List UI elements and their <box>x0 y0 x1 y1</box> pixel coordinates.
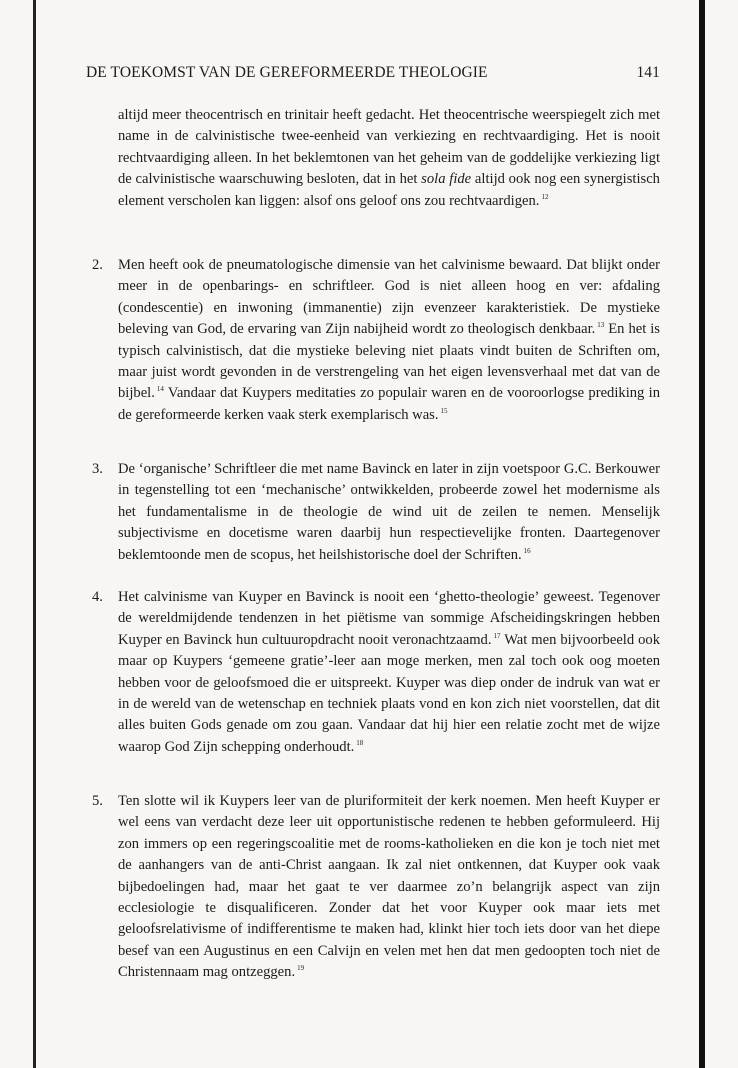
footnote-ref: 13 <box>597 321 605 330</box>
footnote-ref: 17 <box>493 631 501 640</box>
running-title: DE TOEKOMST VAN DE GEREFORMEERDE THEOLOGIE <box>86 64 488 81</box>
footnote-ref: 12 <box>541 192 549 201</box>
continuation-paragraph: altijd meer theocentrisch en trinitair heeft gedacht. Het theocentrische weerspiegelt zich met name in de calvinistische twee-eenheid van verkiezing en rechtvaardiging. Het is nooit rechtvaardiging alleen. In het beklemtonen van het geheim van de goddelijke verkiezing ligt de calvinistische waarschuwing besloten, dat in het sola fide altijd ook nog een synergistisch element verscholen kan liggen: alsof ons geloof ons zou rechtvaardigen. $^{12}$ <box>118 107 660 209</box>
footnote-ref: 16 <box>523 546 531 555</box>
list-item <box>92 791 660 984</box>
item-number: 3. <box>92 461 103 477</box>
item-paragraph: Men heeft ook de pneumatologische dimensie van het calvinisme bewaard. Dat blijkt onder meer in de openbarings- en schriftleer. God is niet alleen hoog en ver: afdaling (condescentie) en inwoning (immanentie) zijn evenzeer karakteristiek. De mystieke beleving van God, de ervaring van Zijn nabijheid wordt zo theologisch denkbaar. $^{13}$ En het is typisch calvinistisch, dat die mystieke beleving niet plaats vindt buiten de Schriften om, maar juist wordt gevonden in de verstrengeling van het eigen levensverhaal met dat van de bijbel. $^{14}$ Vandaar dat Kuypers meditaties zo populair waren en de vooroorlogse prediking in de gereformeerde kerken vaak sterk exemplarisch was. $^{15}$ <box>118 257 660 423</box>
list-item <box>92 459 660 566</box>
page-edge-right <box>699 0 705 1068</box>
footnote-ref: 19 <box>297 964 305 973</box>
footnote-ref: 18 <box>356 738 364 747</box>
list-item <box>92 587 660 758</box>
page-edge-left <box>33 0 36 1068</box>
item-number: 5. <box>92 793 103 809</box>
footnote-ref: 14 <box>156 385 164 394</box>
list-item <box>92 255 660 426</box>
page-number: 141 <box>636 64 660 81</box>
footnote-ref: 15 <box>440 406 448 415</box>
running-header <box>86 64 660 82</box>
item-paragraph: Het calvinisme van Kuyper en Bavinck is nooit een ‘ghetto-theologie’ geweest. Tegenover de wereldmijdende tendenzen in het piëtisme van sommige Afscheidingskringen hebben Kuyper en Bavinck hun cultuuropdracht nooit veronachtzaamd. $^{17}$ Wat men bijvoorbeeld ook maar op Kuypers ‘gemeene gratie’-leer aan moge merken, men zal toch ook oog moeten hebben voor de geloofsmoed die er uitspreekt. Kuyper was diep onder de indruk van wat er in de wereld van de wetenschap en techniek plaats vond en kon zich niet voorstellen, dat dit alles buiten Gods genade om zou gaan. Vandaar dat hij hier een relatie zocht met de wijze waarop God Zijn schepping onderhoudt. $^{18}$ <box>118 589 660 755</box>
item-number: 4. <box>92 589 103 605</box>
item-paragraph: Ten slotte wil ik Kuypers leer van de pluriformiteit der kerk noemen. Men heeft Kuyper er wel eens van verdacht deze leer uit opportunistische redenen te hebben geformuleerd. Hij zon immers op een regeringscoalitie met de rooms-katholieken en die kon je toch niet met de aanhangers van de anti-Christ aangaan. Ik zal niet ontkennen, dat Kuyper ook vaak bijbedoelingen had, maar het gaat te ver daarmee zo’n belangrijk aspect van zijn ecclesiologie te disqualificeren. Zonder dat het voor Kuyper ook maar iets met geloofsrelativisme of indifferentisme te maken had, klinkt hier toch iets door van het diepe besef van een Augustinus en een Calvijn en velen met hen dat men gedoopten toch niet de Christennaam mag ontzeggen. $^{19}$ <box>118 793 660 981</box>
item-number: 2. <box>92 257 103 273</box>
sola-fide-phrase: sola fide <box>421 171 472 188</box>
item-paragraph: De ‘organische’ Schriftleer die met name Bavinck en later in zijn voetspoor G.C. Berkouwer in tegenstelling tot een ‘mechanische’ ontwikkelden, probeerde zowel het modernisme als het fundamentalisme in de theologie de wind uit de zeilen te nemen. Menselijk subjectivisme en docetisme waren daarbij hun respectievelijke fronten. Daartegenover beklemtoonde men de scopus, het heilshistorische doel der Schriften. $^{16}$ <box>118 461 660 563</box>
